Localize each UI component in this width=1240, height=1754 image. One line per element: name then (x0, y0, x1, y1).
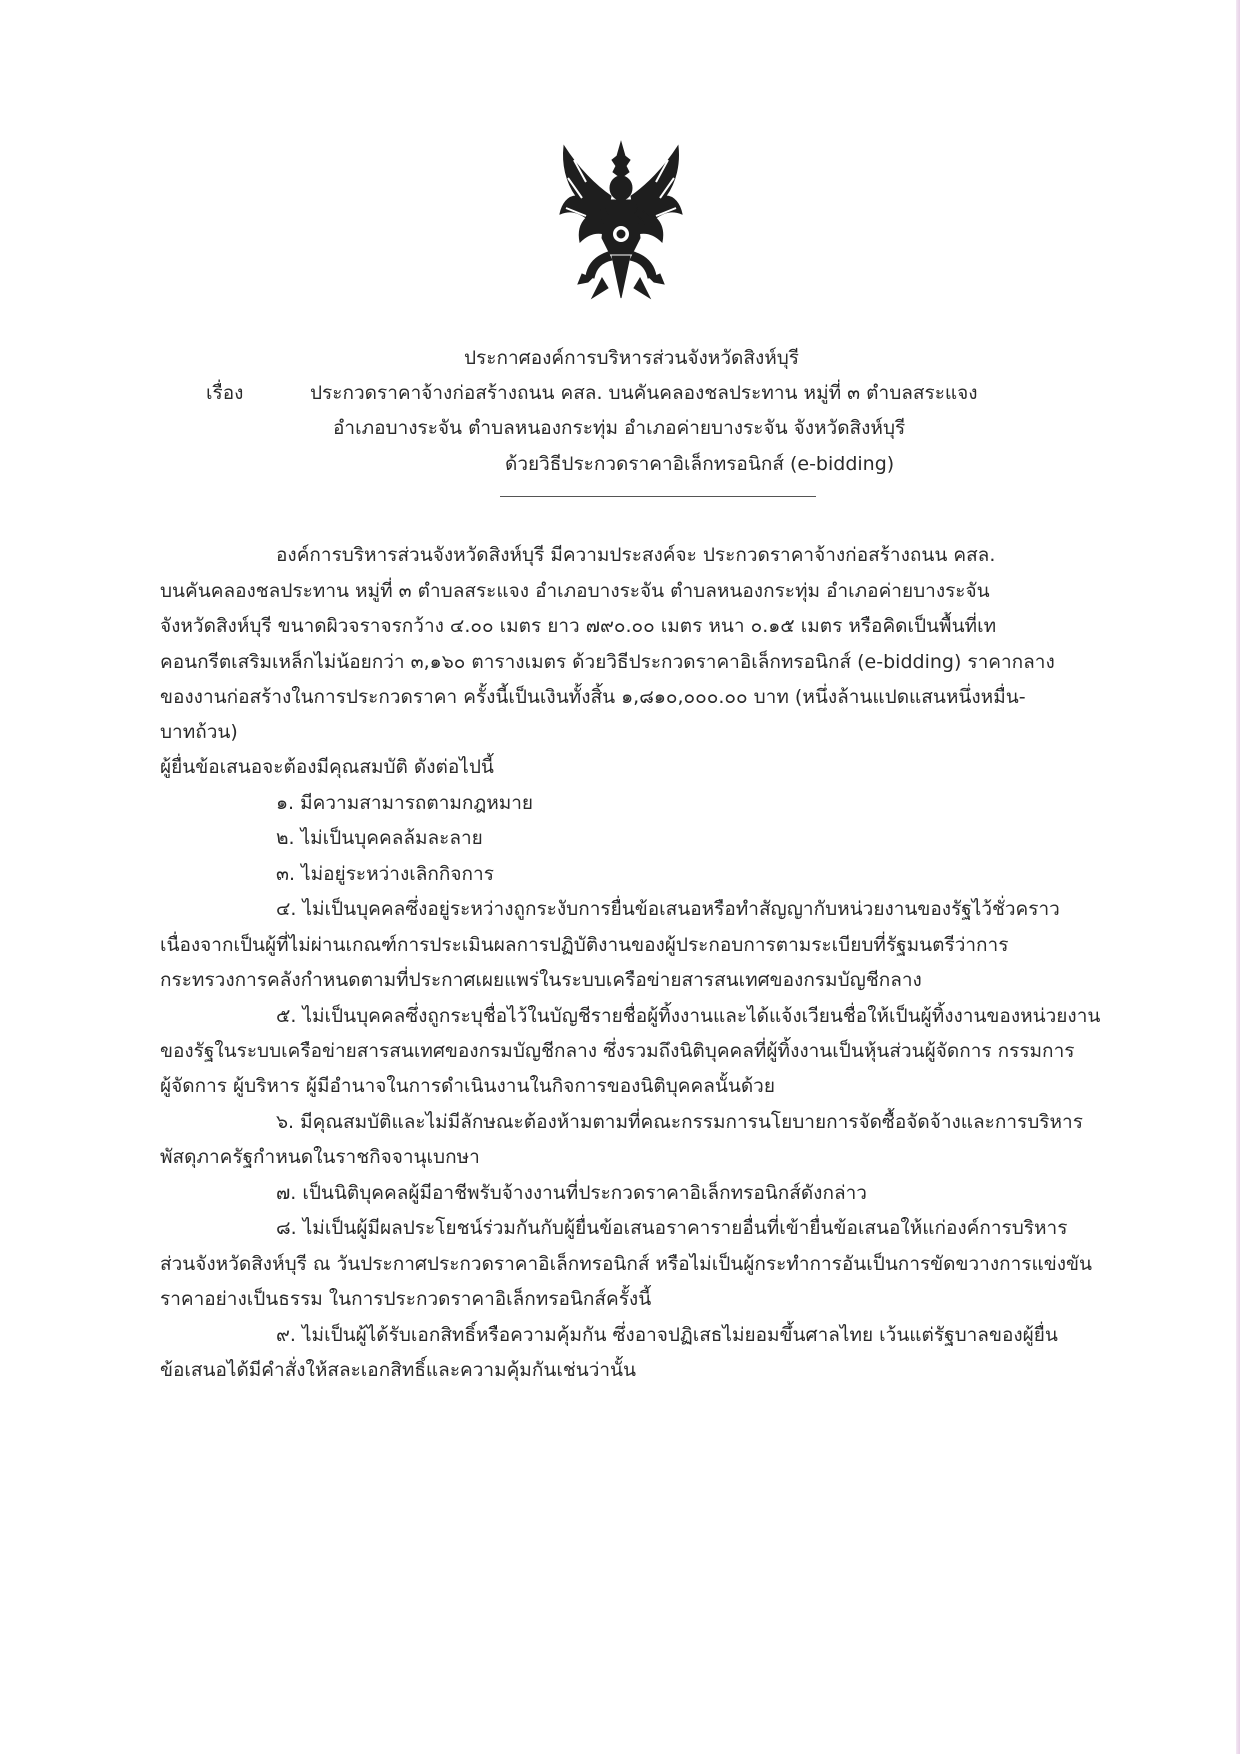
item-8-line-1: ๘. ไม่เป็นผู้มีผลประโยชน์ร่วมกันกับผู้ยื่นข้อเสนอราคารายอื่นที่เข้ายื่นข้อเสนอให้แก่องค์การบริหาร (276, 1217, 1068, 1239)
item-8-line-2: ส่วนจังหวัดสิงห์บุรี ณ วันประกาศประกวดราคาอิเล็กทรอนิกส์ หรือไม่เป็นผู้กระทำการอันเป็นการขัดขวางการแข่งขัน (160, 1253, 1092, 1275)
item-5-line-1: ๕. ไม่เป็นบุคคลซึ่งถูกระบุชื่อไว้ในบัญชีรายชื่อผู้ทิ้งงานและได้แจ้งเวียนชื่อให้เป็นผู้ทิ้งงานของหน่วยงาน (276, 1005, 1101, 1027)
intro-line-4: คอนกรีตเสริมเหล็กไม่น้อยกว่า ๓,๑๖๐ ตารางเมตร ด้วยวิธีประกวดราคาอิเล็กทรอนิกส์ (e-bidding) ราคากลาง (160, 651, 1055, 673)
subject-line-1: ประกวดราคาจ้างก่อสร้างถนน คสล. บนคันคลองชลประทาน หมู่ที่ ๓ ตำบลสระแจง (310, 382, 978, 404)
item-8-line-3: ราคาอย่างเป็นธรรม ในการประกวดราคาอิเล็กทรอนิกส์ครั้งนี้ (160, 1288, 652, 1310)
item-5-line-2: ของรัฐในระบบเครือข่ายสารสนเทศของกรมบัญชีกลาง ซึ่งรวมถึงนิติบุคคลที่ผู้ทิ้งงานเป็นหุ้นส่วนผู้จัดการ กรรมการ (160, 1040, 1075, 1062)
header-divider (500, 496, 816, 497)
intro-line-6: บาทถ้วน) (160, 721, 238, 743)
item-4-line-3: กระทรวงการคลังกำหนดตามที่ประกาศเผยแพร่ในระบบเครือข่ายสารสนเทศของกรมบัญชีกลาง (160, 969, 922, 991)
item-2: ๒. ไม่เป็นบุคคลล้มละลาย (276, 827, 483, 849)
qualification-header: ผู้ยื่นข้อเสนอจะต้องมีคุณสมบัติ ดังต่อไปนี้ (160, 756, 494, 778)
subject-line-3: ด้วยวิธีประกวดราคาอิเล็กทรอนิกส์ (e-bidding) (505, 453, 895, 475)
item-6-line-1: ๖. มีคุณสมบัติและไม่มีลักษณะต้องห้ามตามที่คณะกรรมการนโยบายการจัดซื้อจัดจ้างและการบริหาร (276, 1111, 1083, 1133)
item-3: ๓. ไม่อยู่ระหว่างเลิกกิจการ (276, 863, 494, 885)
page-edge (1236, 0, 1240, 1754)
item-5-line-3: ผู้จัดการ ผู้บริหาร ผู้มีอำนาจในการดำเนินงานในกิจการของนิติบุคคลนั้นด้วย (160, 1075, 775, 1097)
item-7: ๗. เป็นนิติบุคคลผู้มีอาชีพรับจ้างงานที่ประกวดราคาอิเล็กทรอนิกส์ดังกล่าว (276, 1182, 867, 1204)
subject-line-2: อำเภอบางระจัน ตำบลหนองกระทุ่ม อำเภอค่ายบางระจัน จังหวัดสิงห์บุรี (333, 417, 906, 439)
item-6-line-2: พัสดุภาครัฐกำหนดในราชกิจจานุเบกษา (160, 1146, 480, 1168)
item-9-line-1: ๙. ไม่เป็นผู้ได้รับเอกสิทธิ์หรือความคุ้มกัน ซึ่งอาจปฏิเสธไม่ยอมขึ้นศาลไทย เว้นแต่รัฐบาลของผู้ยื่น (276, 1324, 1058, 1346)
item-1: ๑. มีความสามารถตามกฎหมาย (276, 792, 534, 814)
item-4-line-1: ๔. ไม่เป็นบุคคลซึ่งอยู่ระหว่างถูกระงับการยื่นข้อเสนอหรือทำสัญญากับหน่วยงานของรัฐไว้ชั่วคราว (276, 898, 1060, 920)
item-9-line-2: ข้อเสนอได้มีคำสั่งให้สละเอกสิทธิ์และความคุ้มกันเช่นว่านั้น (160, 1359, 637, 1381)
intro-line-3: จังหวัดสิงห์บุรี ขนาดผิวจราจรกว้าง ๔.๐๐ เมตร ยาว ๗๙๐.๐๐ เมตร หนา ๐.๑๕ เมตร หรือคิดเป็นพื้นที่เท (160, 615, 997, 637)
announcement-title: ประกาศองค์การบริหารส่วนจังหวัดสิงห์บุรี (464, 347, 800, 369)
intro-line-5: ของงานก่อสร้างในการประกวดราคา ครั้งนี้เป็นเงินทั้งสิ้น ๑,๘๑๐,๐๐๐.๐๐ บาท (หนึ่งล้านแปดแสนหนึ่งหมื่น- (160, 686, 1026, 708)
subject-label: เรื่อง (206, 382, 244, 404)
intro-line-2: บนคันคลองชลประทาน หมู่ที่ ๓ ตำบลสระแจง อำเภอบางระจัน ตำบลหนองกระทุ่ม อำเภอค่ายบางระจัน (160, 580, 990, 602)
item-4-line-2: เนื่องจากเป็นผู้ที่ไม่ผ่านเกณฑ์การประเมินผลการปฏิบัติงานของผู้ประกอบการตามระเบียบที่รัฐมนตรีว่าการ (160, 934, 1009, 956)
intro-line-1: องค์การบริหารส่วนจังหวัดสิงห์บุรี มีความประสงค์จะ ประกวดราคาจ้างก่อสร้างถนน คสล. (276, 544, 996, 566)
garuda-emblem-icon (556, 138, 686, 306)
